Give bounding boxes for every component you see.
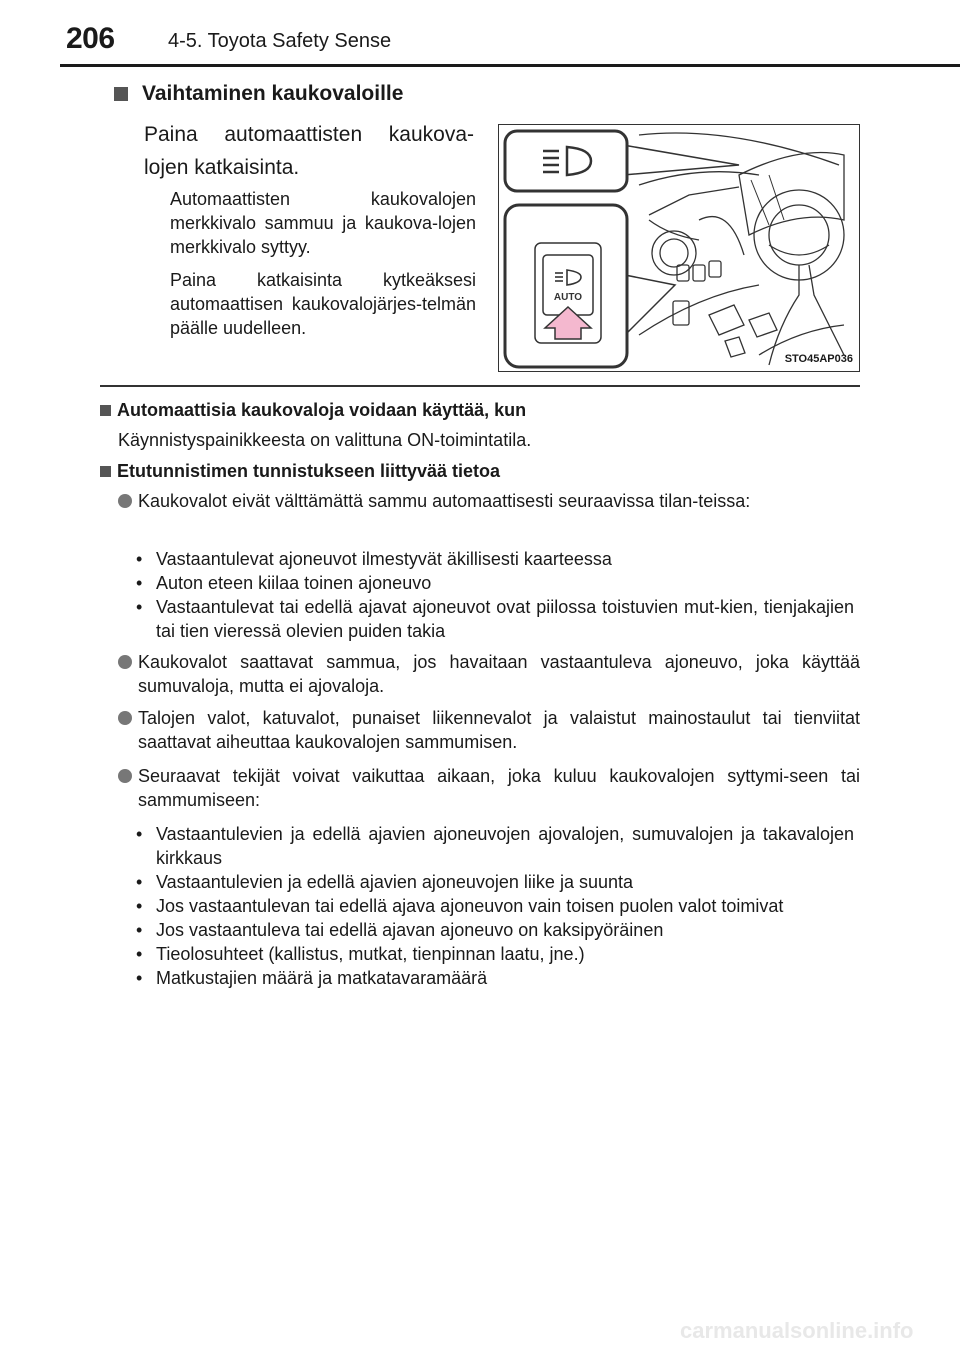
dashboard-figure — [498, 124, 860, 372]
auto-button-label: AUTO — [553, 292, 583, 303]
watermark: carmanualsonline.info — [680, 1318, 914, 1343]
switch-heading — [114, 82, 403, 106]
list-item: • Auton eteen kiilaa toinen ajoneuvo — [134, 571, 854, 595]
round-bullet-icon — [118, 655, 132, 669]
list-item: • Vastaantulevien ja edellä ajavien ajoneuvojen liike ja suunta — [134, 870, 854, 894]
paragraph-text: Talojen valot, katuvalot, punaiset liikennevalot ja valaistut mainostaulut tai tienviitat saattavat aiheuttaa kaukovalojen sammumisen. — [138, 708, 860, 752]
sensor-paragraph-4 — [118, 764, 860, 812]
section-divider — [100, 385, 860, 387]
list-item: • Jos vastaantulevan tai edellä ajava ajoneuvon vain toisen puolen valot toimivat — [134, 894, 854, 918]
list-item: • Tieolosuhteet (kallistus, mutkat, tienpinnan laatu, jne.) — [134, 942, 854, 966]
switch-heading-text: Vaihtaminen kaukovaloille — [142, 82, 404, 105]
list-item: • Vastaantulevat ajoneuvot ilmestyvät äkillisesti kaarteessa — [134, 547, 854, 571]
square-bullet-icon — [114, 87, 128, 101]
round-bullet-icon — [118, 711, 132, 725]
paragraph-text: Seuraavat tekijät voivat vaikuttaa aikaan, joka kuluu kaukovalojen syttymi-seen tai sammumiseen: — [138, 766, 860, 810]
paragraph-text: Kaukovalot eivät välttämättä sammu automaattisesti seuraavissa tilan-teissa: — [138, 491, 751, 511]
figure-code: STO45AP036 — [784, 353, 853, 365]
switch-note-2: Paina katkaisinta kytkeäksesi automaattisen kaukovalojärjes-telmän päälle uudelleen. — [170, 270, 476, 338]
sensor-paragraph-1 — [118, 489, 860, 513]
conditions-title — [100, 400, 526, 421]
switch-instruction: Paina automaattisten kaukova-lojen katkaisinta. — [144, 123, 474, 179]
round-bullet-icon — [118, 494, 132, 508]
list-item: • Vastaantulevien ja edellä ajavien ajoneuvojen ajovalojen, sumuvalojen ja takavalojen kirkkaus — [134, 822, 854, 870]
list-item: • Vastaantulevat tai edellä ajavat ajoneuvot ovat piilossa toistuvien mut-kien, tienjakajien tai tien vieressä olevien puiden takia — [134, 595, 854, 643]
square-bullet-icon — [100, 466, 111, 477]
conditions-title-text: Automaattisia kaukovaloja voidaan käyttää, kun — [117, 400, 527, 420]
round-bullet-icon — [118, 769, 132, 783]
dashboard-illustration — [499, 125, 860, 372]
list-item: • Jos vastaantuleva tai edellä ajavan ajoneuvo on kaksipyöräinen — [134, 918, 854, 942]
sensor-info-title — [100, 461, 500, 482]
sensor-list-1 — [134, 547, 854, 643]
sensor-paragraph-3 — [118, 706, 860, 754]
sensor-info-title-text: Etutunnistimen tunnistukseen liittyvää tietoa — [117, 461, 501, 481]
section-title: 4-5. Toyota Safety Sense — [168, 30, 392, 52]
sensor-paragraph-2 — [118, 650, 860, 698]
list-item: • Matkustajien määrä ja matkatavaramäärä — [134, 966, 854, 990]
square-bullet-icon — [100, 405, 111, 416]
switch-note-1: Automaattisten kaukovalojen merkkivalo sammuu ja kaukova-lojen merkkivalo syttyy. — [170, 189, 476, 257]
page-number: 206 — [66, 22, 115, 55]
conditions-text: Käynnistyspainikkeesta on valittuna ON-toimintatila. — [118, 430, 532, 450]
header-rule — [60, 64, 960, 67]
sensor-list-2 — [134, 822, 854, 990]
paragraph-text: Kaukovalot saattavat sammua, jos havaitaan vastaantuleva ajoneuvo, joka käyttää sumuvaloja, mutta ei ajovaloja. — [138, 652, 860, 696]
